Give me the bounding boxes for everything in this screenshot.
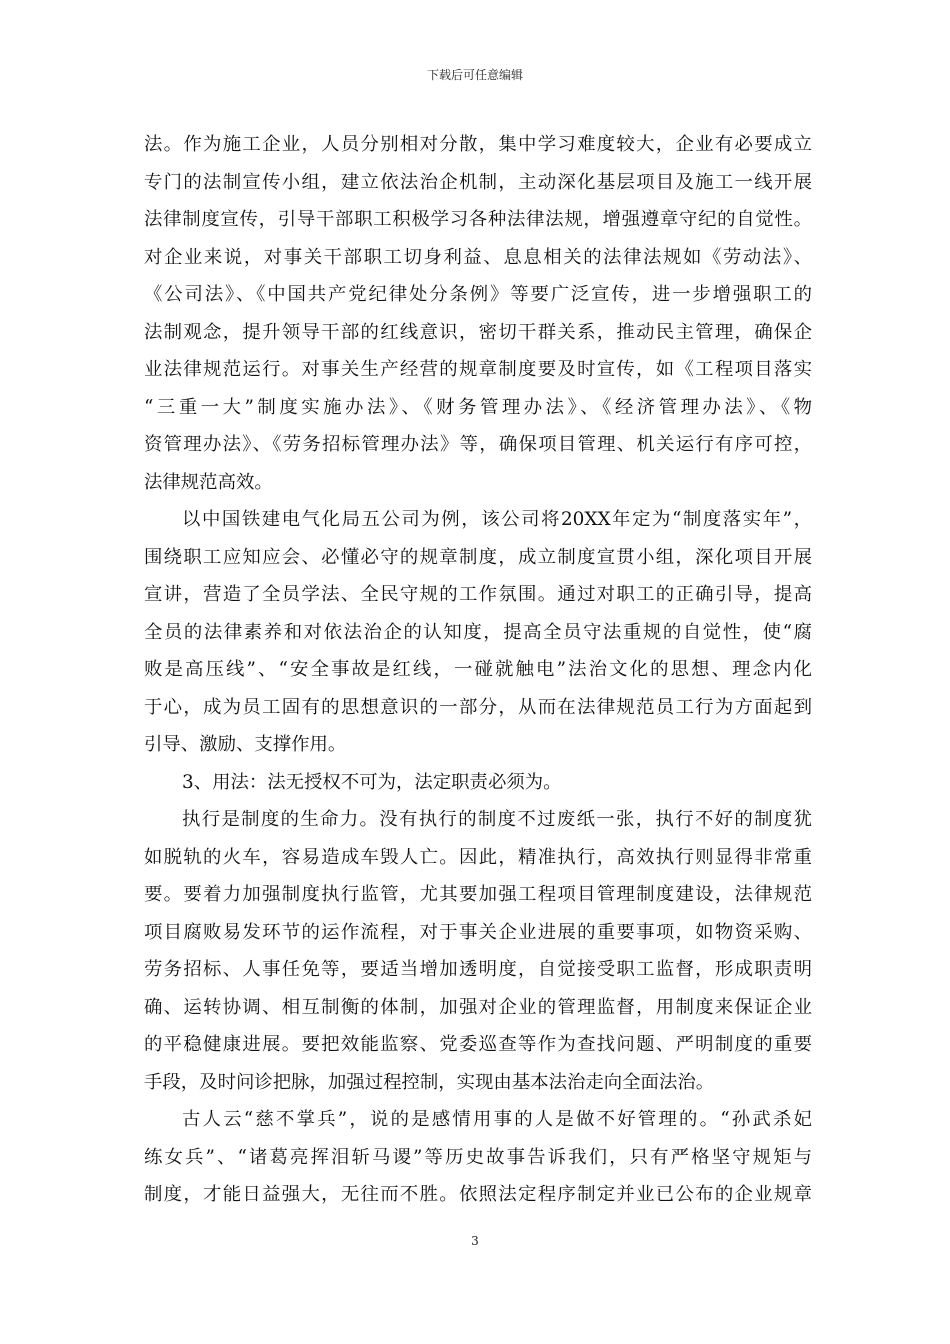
text-line: 《公司法》、《中国共产党纪律处分条例》等要广泛宣传，进一步增强职工的 [144, 284, 812, 305]
text-line: 制度，才能日益强大，无往而不胜。依照法定程序制定并业已公布的企业规章 [144, 1184, 812, 1205]
text-line: 古人云“慈不掌兵”，说的是感情用事的人是做不好管理的。“孙武杀妃 [182, 1109, 812, 1130]
text-line: 手段，及时问诊把脉，加强过程控制，实现由基本法治走向全面法治。 [144, 1071, 715, 1093]
text-line: 的平稳健康进展。要把效能监察、党委巡查等作为查找问题、严明制度的重要 [144, 1034, 812, 1055]
text-line: 引导、激励、支撑作用。 [144, 734, 347, 755]
text-line: 败是高压线”、“安全事故是红线，一碰就触电”法治文化的思想、理念内化 [144, 659, 812, 680]
text-line: 全员的法律素养和对依法治企的认知度，提高全员守法重规的自觉性，使“腐 [144, 621, 812, 643]
text-line: 围绕职工应知应会、必懂必守的规章制度，成立制度宣贯小组，深化项目开展 [144, 546, 812, 568]
text-line: 法制观念，提升领导干部的红线意识，密切干群关系，推动民主管理，确保企 [144, 321, 812, 343]
text-line: 法律规范高效。 [144, 471, 273, 493]
text-line: 要。要着力加强制度执行监管，尤其要加强工程项目管理制度建设，法律规范 [144, 884, 812, 905]
text-line: 宣讲，营造了全员学法、全民守规的工作氛围。通过对职工的正确引导，提高 [144, 584, 812, 605]
text-line: 业法律规范运行。对事关生产经营的规章制度要及时宣传，如《工程项目落实 [144, 359, 812, 380]
page-header: 下载后可任意编辑 [426, 68, 523, 82]
text-line: “三重一大”制度实施办法》、《财务管理办法》、《经济管理办法》、《物 [144, 396, 812, 418]
text-line: 劳务招标、人事任免等，要适当增加透明度，自觉接受职工监督，形成职责明 [144, 959, 812, 980]
text-line: 确、运转协调、相互制衡的体制，加强对企业的管理监督，用制度来保证企业 [144, 996, 812, 1018]
text-line: 资管理办法》、《劳务招标管理办法》等，确保项目管理、机关运行有序可控， [144, 434, 812, 455]
text-line: 执行是制度的生命力。没有执行的制度不过废纸一张，执行不好的制度犹 [182, 809, 812, 830]
text-line: 如脱轨的火车，容易造成车毁人亡。因此，精准执行，高效执行则显得非常重 [144, 846, 812, 868]
page-number: 3 [471, 1234, 479, 1248]
text-line: 法律制度宣传，引导干部职工积极学习各种法律法规，增强遵章守纪的自觉性。 [144, 209, 812, 230]
text-line: 项目腐败易发环节的运作流程，对于事关企业进展的重要事项，如物资采购、 [144, 921, 812, 943]
text-line: 以中国铁建电气化局五公司为例，该公司将20XX年定为“制度落实年”， [182, 509, 812, 530]
text-line: 专门的法制宣传小组，建立依法治企机制，主动深化基层项目及施工一线开展 [144, 171, 812, 193]
text-line: 练女兵”、“诸葛亮挥泪斩马谡”等历史故事告诉我们，只有严格坚守规矩与 [144, 1146, 812, 1168]
document-body [144, 126, 812, 1214]
text-line: 法。作为施工企业，人员分别相对分散，集中学习难度较大，企业有必要成立 [144, 134, 812, 155]
text-line: 3、用法：法无授权不可为，法定职责必须为。 [182, 771, 562, 793]
text-line: 于心，成为员工固有的思想意识的一部分，从而在法律规范员工行为方面起到 [144, 696, 812, 718]
text-line: 对企业来说，对事关干部职工切身利益、息息相关的法律法规如《劳动法》、 [144, 246, 812, 268]
